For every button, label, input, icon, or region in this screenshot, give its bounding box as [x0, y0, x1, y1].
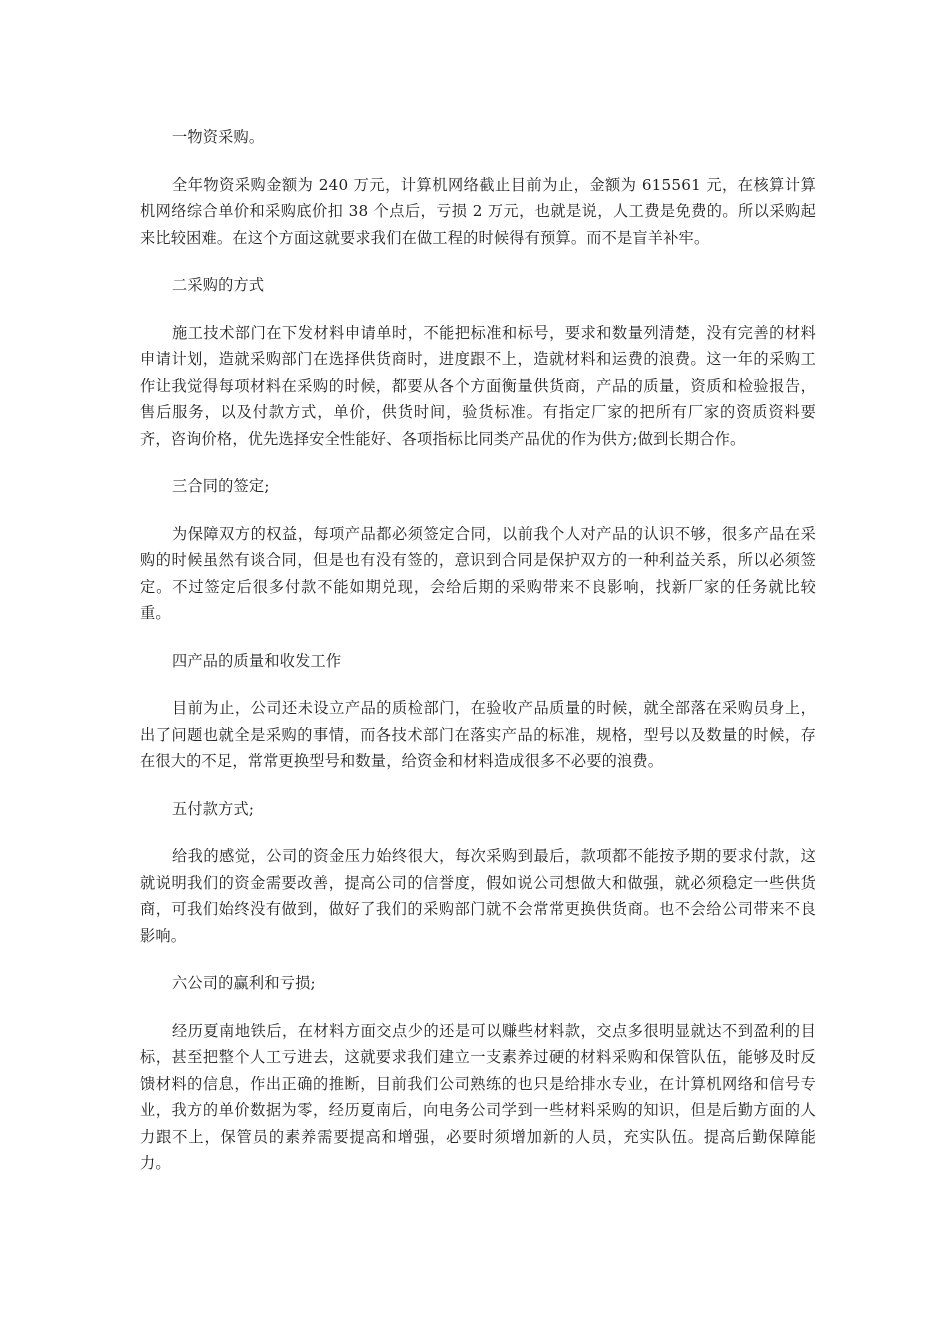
section-heading-3: 三合同的签定;: [172, 477, 270, 495]
section-heading-1: 一物资采购。: [172, 128, 265, 146]
section-body-3: 为保障双方的权益，每项产品都必须签定合同，以前我个人对产品的认识不够，很多产品在采购的时候虽然有谈合同，但是也有没有签的，意识到合同是保护双方的一种利益关系，所以必须签定。不过签定后很多付款不能如期兑现，会给后期的采购带来不良影响，找新厂家的任务就比较重。: [140, 524, 816, 622]
section-body-2: 施工技术部门在下发材料申请单时，不能把标准和标号，要求和数量列清楚，没有完善的材料申请计划，造就采购部门在选择供货商时，进度跟不上，造就材料和运费的浪费。这一年的采购工作让我觉得每项材料在采购的时候，都要从各个方面衡量供货商，产品的质量，资质和检验报告，售后服务，以及付款方式，单价，供货时间，验货标准。有指定厂家的把所有厂家的资质资料要齐，咨询价格，优先选择安全性能好、各项指标比同类产品优的作为供方;做到长期合作。: [140, 323, 816, 448]
section-heading-5: 五付款方式;: [172, 799, 255, 818]
section-body-4: 目前为止，公司还未设立产品的质检部门，在验收产品质量的时候，就全部落在采购员身上，出了问题也就全是采购的事情，而各技术部门在落实产品的标准，规格，型号以及数量的时候，存在很大的不足，常常更换型号和数量，给资金和材料造成很多不必要的浪费。: [140, 699, 816, 770]
document-content: [140, 124, 816, 1177]
section-body-5: 给我的感觉，公司的资金压力始终很大，每次采购到最后，款项都不能按予期的要求付款，这就说明我们的资金需要改善，提高公司的信誉度，假如说公司想做大和做强，就必须稳定一些供货商，可我们始终没有做到，做好了我们的采购部门就不会常常更换供货商。也不会给公司带来不良影响。: [140, 847, 816, 945]
section-body-6: 经历夏南地铁后，在材料方面交点少的还是可以赚些材料款，交点多很明显就达不到盈利的目标，甚至把整个人工亏进去，这就要求我们建立一支素养过硬的材料采购和保管队伍，能够及时反馈材料的信息，作出正确的推断，目前我们公司熟练的也只是给排水专业，在计算机网络和信号专业，我方的单价数据为零，经历夏南后，向电务公司学到一些材料采购的知识，但是后勤方面的人力跟不上，保管员的素养需要提高和增强，必要时须增加新的人员，充实队伍。提高后勤保障能力。: [140, 1021, 816, 1172]
section-heading-4: 四产品的质量和收发工作: [172, 651, 342, 670]
section-body-1: 全年物资采购金额为 240 万元，计算机网络截止目前为止，金额为 615561 元，在核算计算机网络综合单价和采购底价扣 38 个点后，亏损 2 万元，也就是说，人工费是免费的。所以采购起来比较困难。在这个方面这就要求我们在做工程的时候得有预算。而不是盲羊补牢。: [140, 175, 816, 247]
section-heading-2: 二采购的方式: [172, 276, 265, 294]
section-heading-6: 六公司的赢利和亏损;: [172, 974, 316, 992]
